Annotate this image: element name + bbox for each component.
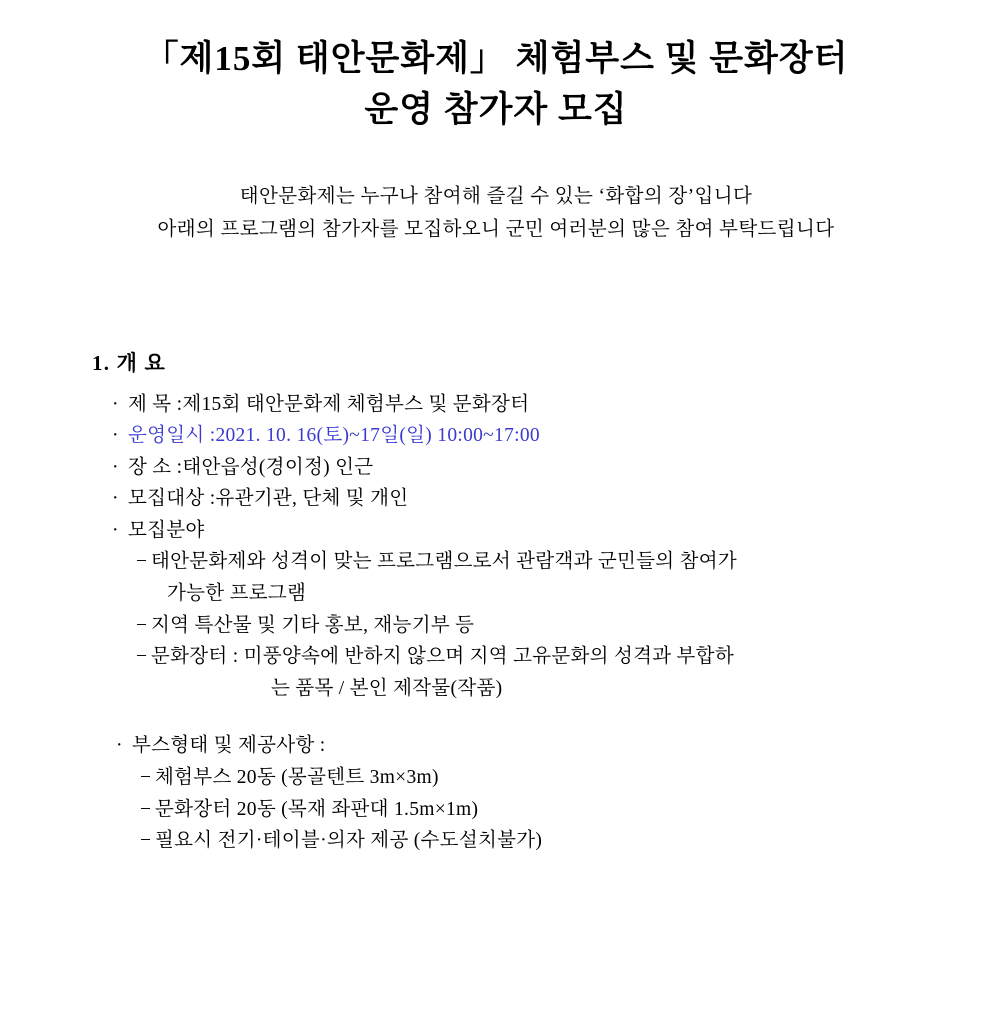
intro-line-1: 태안문화제는 누구나 참여해 즐길 수 있는 ‘화합의 장’입니다 (239, 185, 753, 207)
list-item (112, 420, 992, 452)
list-item-value: 유관기관, 단체 및 개인 (215, 488, 409, 510)
list-item-value: 제15회 태안문화제 체험부스 및 문화장터 (182, 393, 530, 415)
sub-list-item-body: 문화장터 20동 (목재 좌판대 1.5m×1m) (155, 798, 479, 820)
list-item-value: 태안읍성(경이정) 인근 (182, 456, 374, 478)
list-item (112, 452, 992, 484)
bullet-icon: · (112, 393, 119, 415)
sub-list-item-text: 지역 특산물 및 기타 홍보, 재능기부 등 (151, 614, 475, 636)
bullet-icon: · (112, 519, 119, 541)
dash-icon: − (140, 766, 152, 788)
list-item-label: 제 목 : (128, 393, 183, 415)
dash-icon: − (136, 646, 148, 668)
list-item-body (128, 420, 992, 452)
sub-list-item (140, 794, 992, 826)
list-item (112, 483, 992, 515)
sub-list-item (136, 641, 992, 704)
sub-list-item-text: 태안문화제와 성격이 맞는 프로그램으로서 관람객과 군민들의 참여가 (151, 551, 738, 573)
bullet-icon: · (112, 425, 119, 447)
dash-icon: − (136, 551, 148, 573)
list-item-value: 2021. 10. 16(토)~17일(일) 10:00~17:00 (215, 425, 540, 447)
list-item-label: 모집분야 (128, 519, 205, 541)
page-title-line-2: 운영 참가자 모집 (364, 89, 628, 129)
section-heading: 1. 개 요 (92, 350, 167, 375)
sub-list-item (136, 610, 992, 642)
sub-list-item-cont: 가능한 프로그램 (167, 583, 307, 605)
bullet-icon: · (116, 735, 123, 757)
list-item-body (128, 515, 992, 547)
page-title-line-1: 「제15회 태안문화제」 체험부스 및 문화장터 (143, 39, 849, 78)
list-item-label: 모집대상 : (128, 488, 216, 510)
sub-list-item-body (151, 546, 891, 609)
list-item-label: 운영일시 : (128, 425, 216, 447)
sub-list-item (136, 546, 992, 609)
list-item (116, 730, 992, 762)
section-overview (0, 347, 992, 857)
sub-list-item (140, 825, 992, 857)
intro-paragraph (55, 180, 937, 247)
list-item-label: 장 소 : (128, 456, 183, 478)
sub-list-item-cont: 는 품목 / 본인 제작물(작품) (271, 677, 503, 699)
list-item-body (128, 452, 992, 484)
list-item (112, 515, 992, 547)
list-item-label: 부스형태 및 제공사항 : (132, 735, 326, 757)
dash-icon: − (140, 798, 152, 820)
sub-list-item-body: 필요시 전기·테이블·의자 제공 (수도설치불가) (155, 830, 543, 852)
sub-list-item-body: 체험부스 20동 (몽골텐트 3m×3m) (155, 766, 439, 788)
dash-icon: − (136, 614, 148, 636)
list-item-body (132, 730, 992, 762)
sub-list-item-body (151, 610, 891, 642)
spacer (0, 704, 992, 730)
bullet-icon: · (112, 456, 119, 478)
document-page (0, 34, 992, 1033)
list-item-body (128, 389, 992, 421)
sub-list-item-body (151, 641, 891, 704)
sub-list-item-text: 문화장터 : 미풍양속에 반하지 않으며 지역 고유문화의 성격과 부합하 (151, 646, 734, 668)
dash-icon: − (140, 830, 152, 852)
page-title (60, 34, 932, 136)
overview-item-list (0, 389, 992, 857)
list-item-body (128, 483, 992, 515)
sub-list-item (140, 762, 992, 794)
list-item (112, 389, 992, 421)
bullet-icon: · (112, 488, 119, 510)
intro-line-2: 아래의 프로그램의 참가자를 모집하오니 군민 여러분의 많은 참여 부탁드립니다 (157, 219, 835, 241)
